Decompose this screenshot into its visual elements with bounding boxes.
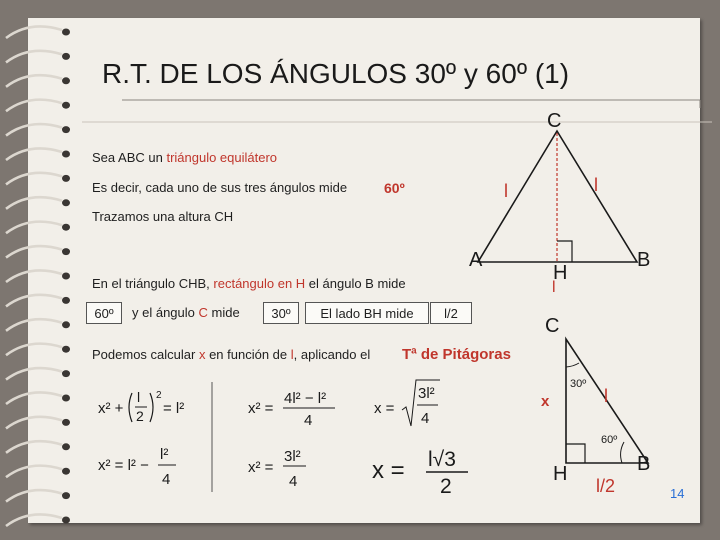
formula-2-lhs: x² = [248, 400, 274, 417]
side-label-right: l [594, 175, 598, 195]
formula-3 [374, 380, 440, 427]
side-label-left: l [504, 181, 508, 201]
line-5-prefix: y el ángulo [132, 305, 199, 320]
formula-6-lhs: x = [372, 457, 405, 484]
formula-3-num: 3l² [418, 385, 435, 402]
formula-5-num: 3l² [284, 448, 301, 465]
foot-h-2: H [553, 463, 568, 485]
formula-1-num: l [137, 389, 141, 405]
formula-2 [248, 390, 335, 429]
line-1-highlight: triángulo equilátero [166, 150, 278, 165]
formula-6-den: 2 [440, 475, 452, 498]
answer-box-b-angle: 60º [86, 302, 122, 324]
vertex-c-1: C [547, 110, 562, 132]
foot-h-1: H [553, 262, 568, 284]
formula-1-paren-left [129, 393, 132, 422]
line-5-suffix: mide [207, 305, 240, 320]
formula-1-lhs: x² + [98, 400, 124, 417]
formula-6 [372, 448, 468, 498]
line-3-text: Trazamos una altura CH [92, 209, 234, 224]
line-6-mid: en función de [205, 347, 291, 362]
vertex-a: A [469, 249, 483, 271]
formula-4-den: 4 [162, 471, 171, 488]
formula-1-rhs: = l² [163, 400, 185, 417]
side-label-base: l [552, 279, 556, 296]
formula-5-den: 4 [289, 473, 298, 490]
line-4-highlight: rectángulo en H [213, 276, 306, 291]
line-2-text: Es decir, cada uno de sus tres ángulos mide [92, 180, 348, 195]
hypotenuse-label: l [604, 386, 608, 406]
leg-x-label: x [541, 393, 550, 410]
line-4-text: En el triángulo CHB, [92, 276, 214, 291]
line-1-text: Sea ABC un [92, 150, 167, 165]
slide-title: R.T. DE LOS ÁNGULOS 30º y 60º (1) [102, 58, 570, 89]
line-6-l: l [290, 347, 294, 362]
formula-1 [98, 389, 184, 424]
theorem-name: Tª de Pitágoras [402, 346, 511, 363]
line-2-value: 60º [384, 180, 405, 196]
formula-2-num: 4l² − l² [284, 390, 327, 407]
formula-4-num: l² [160, 446, 169, 463]
line-6-text: Podemos calcular [92, 347, 199, 362]
line-6-end: , aplicando el [293, 347, 371, 362]
formula-3-lhs: x = [374, 400, 395, 417]
formula-6-num: l√3 [428, 448, 456, 471]
formula-3-den: 4 [421, 410, 430, 427]
vertex-b-2: B [637, 453, 651, 475]
formula-4 [98, 446, 176, 488]
vertex-c-2: C [545, 315, 560, 337]
line-4-suffix: el ángulo B mide [305, 276, 406, 291]
line-5-c: C [198, 305, 208, 320]
formula-5-lhs: x² = [248, 459, 274, 476]
angle-label-60: 60º [601, 434, 618, 446]
formula-5 [248, 448, 306, 490]
formula-2-den: 4 [304, 412, 313, 429]
base-label: l/2 [596, 476, 616, 496]
angle-label-30: 30º [570, 378, 587, 390]
formula-1-exp: 2 [156, 390, 162, 401]
formula-1-den: 2 [136, 408, 144, 424]
vertex-b-1: B [637, 249, 651, 271]
bh-label-box: El lado BH mide [305, 302, 429, 324]
answer-box-c-angle: 30º [263, 302, 299, 324]
answer-box-bh: l/2 [430, 302, 472, 324]
page-number: 14 [670, 486, 685, 501]
formula-1-paren-right [150, 393, 153, 422]
line-6-x: x [198, 347, 206, 362]
formula-4-lhs: x² = l² − [98, 457, 149, 474]
